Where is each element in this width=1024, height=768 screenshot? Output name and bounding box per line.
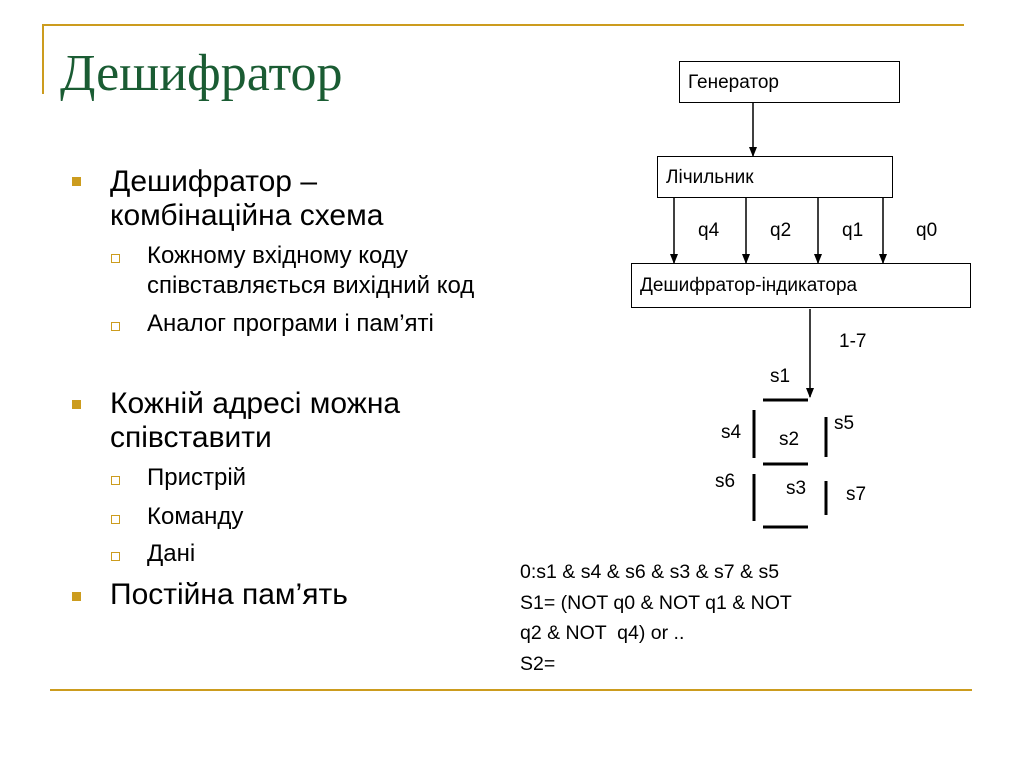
sub-bullet-data: Дані — [147, 540, 196, 567]
page-title: Дешифратор — [60, 45, 343, 102]
s6-label: s6 — [715, 471, 736, 492]
counter-box: Лічильник — [657, 156, 893, 198]
formula-line-4: S2= — [520, 652, 556, 675]
q0-label: q0 — [916, 220, 938, 241]
s3-label: s3 — [786, 478, 807, 499]
formula-line-2: S1= (NOT q0 & NOT q1 & NOT — [520, 591, 792, 614]
formula-line-3: q2 & NOT q4) or .. — [520, 622, 685, 644]
q4-label: q4 — [698, 220, 720, 241]
sub-bullet-command: Команду — [147, 503, 244, 530]
s1-label: s1 — [770, 366, 791, 387]
bullet-1-line-1: Дешифратор – — [110, 165, 318, 198]
s5-label: s5 — [834, 413, 855, 434]
sub-bullet-1-line-2: співставляється вихідний код — [147, 272, 475, 299]
formula-block — [520, 557, 792, 679]
q1-label: q1 — [842, 220, 864, 241]
range-label: 1-7 — [839, 331, 867, 352]
formula-line-1: 0:s1 & s4 & s6 & s3 & s7 & s5 — [520, 561, 780, 583]
sub-bullet-2: Аналог програми і пам’яті — [147, 310, 434, 337]
sub-bullet-1-line-1: Кожному вхідному коду — [147, 242, 408, 269]
s4-label: s4 — [721, 422, 742, 443]
bullet-2-line-1: Кожній адресі можна — [110, 387, 401, 420]
bullet-2-line-2: співставити — [110, 421, 272, 454]
decoder-box: Дешифратор-індикатора — [631, 263, 971, 308]
generator-box: Генератор — [679, 61, 900, 103]
s7-label: s7 — [846, 484, 867, 505]
q2-label: q2 — [770, 220, 792, 241]
bullet-1-line-2: комбінаційна схема — [110, 199, 384, 232]
bullet-3-line-1: Постійна пам’ять — [110, 578, 348, 611]
sub-bullet-device: Пристрій — [147, 464, 247, 491]
s2-label: s2 — [779, 429, 800, 450]
